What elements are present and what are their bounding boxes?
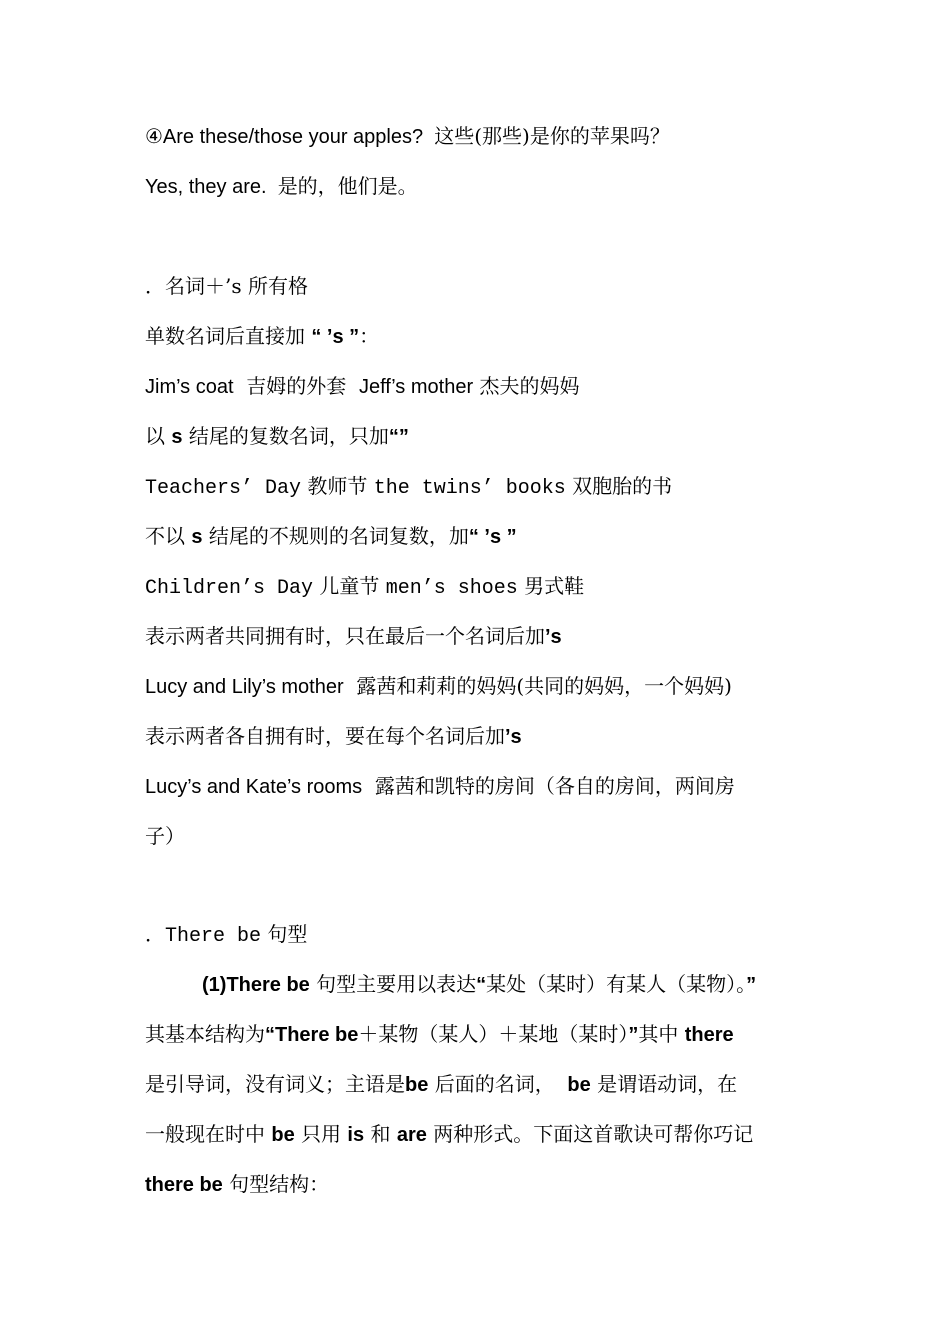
example-en-2: Jeff’s mother	[358, 376, 474, 398]
bold-term: be	[567, 1074, 591, 1096]
rule-irregular-mark: “ ’s ”	[468, 526, 517, 548]
example-en-6: men’s shoes	[385, 577, 518, 600]
rule-shared-mark: ’s	[545, 626, 562, 648]
rule-plural-pre: 以	[145, 424, 165, 448]
example-cn-8: 露茜和凯特的房间（各自的房间，两间房	[374, 774, 735, 798]
para-text: 是引导词，没有词义；主语是	[145, 1072, 405, 1096]
para-text: 后面的名词，	[434, 1072, 555, 1096]
example-en-4: the twins’ books	[373, 477, 566, 500]
rule-shared-text: 表示两者共同拥有时，只在最后一个名词后加	[145, 624, 545, 648]
example-plural-s	[145, 473, 813, 502]
para-text: 句型结构：	[229, 1172, 330, 1196]
example-en-1: Jim’s coat	[145, 376, 234, 398]
bold-term: be	[271, 1124, 295, 1146]
example-irregular	[145, 573, 813, 602]
example-cn-1: 吉姆的外套	[246, 374, 347, 398]
question-4-cn: 这些(那些)是你的苹果吗？	[434, 124, 670, 148]
rule-plural-s-letter: s	[171, 426, 183, 448]
para-1-line-1	[202, 971, 813, 998]
example-singular	[145, 373, 813, 400]
bold-term: “There be	[265, 1024, 359, 1046]
para-1-line-3	[145, 1071, 813, 1098]
example-cn-6: 男式鞋	[524, 574, 585, 598]
bold-term: ”	[628, 1024, 639, 1046]
question-4-en: ④Are these/those your apples?	[145, 126, 424, 148]
example-en-3: Teachers’ Day	[145, 477, 302, 500]
para-1-line-5	[145, 1171, 813, 1198]
section-heading-possessive: ．名词＋’s 所有格	[145, 274, 308, 298]
bold-term: is	[347, 1124, 365, 1146]
rule-irregular-pre: 不以	[145, 524, 185, 548]
heading-cn: 句型	[267, 922, 308, 946]
bold-term: are	[396, 1124, 427, 1146]
para-text: ＋某物（某人）＋某地（某时）	[358, 1022, 629, 1046]
example-cn-4: 双胞胎的书	[572, 474, 673, 498]
question-4	[145, 123, 813, 150]
para-1-line-4	[145, 1121, 813, 1148]
para-text: 只用	[301, 1122, 342, 1146]
example-en-7: Lucy and Lily’s mother	[145, 676, 344, 698]
bold-term: there be	[145, 1174, 223, 1196]
example-cn-3: 教师节	[307, 474, 368, 498]
para-text: 是谓语动词，在	[597, 1072, 738, 1096]
para-text: 两种形式。下面这首歌诀可帮你巧记	[433, 1122, 754, 1146]
heading-dot: ．	[145, 922, 165, 946]
bold-term: there	[684, 1024, 734, 1046]
example-en-8: Lucy’s and Kate’s rooms	[145, 776, 363, 798]
rule-irregular-s-letter: s	[191, 526, 203, 548]
example-separate-cont: 子）	[145, 824, 185, 848]
rule-separate-text: 表示两者各自拥有时，要在每个名词后加	[145, 724, 505, 748]
example-shared	[145, 673, 813, 700]
bold-term: be	[405, 1074, 429, 1096]
para-text: 其基本结构为	[145, 1022, 265, 1046]
answer-4	[145, 173, 813, 200]
rule-singular	[145, 323, 813, 350]
section-heading-there-be	[145, 921, 813, 950]
para-number: (1)There be	[202, 974, 310, 996]
example-en-5: Children’s Day	[145, 577, 314, 600]
rule-singular-tail: ：	[359, 324, 380, 348]
quote-close: ”	[746, 974, 757, 996]
answer-4-cn: 是的，他们是。	[277, 174, 418, 198]
rule-irregular-text: 结尾的不规则的名词复数，加	[208, 524, 469, 548]
para-text: 一般现在时中	[145, 1122, 265, 1146]
para-text: 其中	[638, 1022, 679, 1046]
example-cn-2: 杰夫的妈妈	[479, 374, 580, 398]
para-1-line-2	[145, 1021, 813, 1048]
example-separate	[145, 773, 813, 800]
para-text: 句型主要用以表达	[316, 972, 477, 996]
rule-singular-text: 单数名词后直接加	[145, 324, 305, 348]
para-text: 和	[370, 1122, 391, 1146]
heading-en: There be	[165, 925, 262, 948]
rule-plural-text: 结尾的复数名词，只加	[188, 424, 389, 448]
rule-singular-mark: “ ’s ”	[311, 326, 360, 348]
rule-plural-s	[145, 423, 813, 450]
rule-irregular	[145, 523, 813, 550]
answer-4-en: Yes, they are.	[145, 176, 267, 198]
rule-separate-mark: ’s	[505, 726, 522, 748]
example-cn-7: 露茜和莉莉的妈妈(共同的妈妈，一个妈妈)	[356, 674, 732, 698]
rule-shared	[145, 623, 813, 650]
rule-separate	[145, 723, 813, 750]
rule-plural-mark: “”	[388, 426, 409, 448]
example-cn-5: 儿童节	[319, 574, 380, 598]
quote-open: “	[476, 974, 487, 996]
para-text: 某处（某时）有某人（某物）。	[486, 972, 747, 996]
